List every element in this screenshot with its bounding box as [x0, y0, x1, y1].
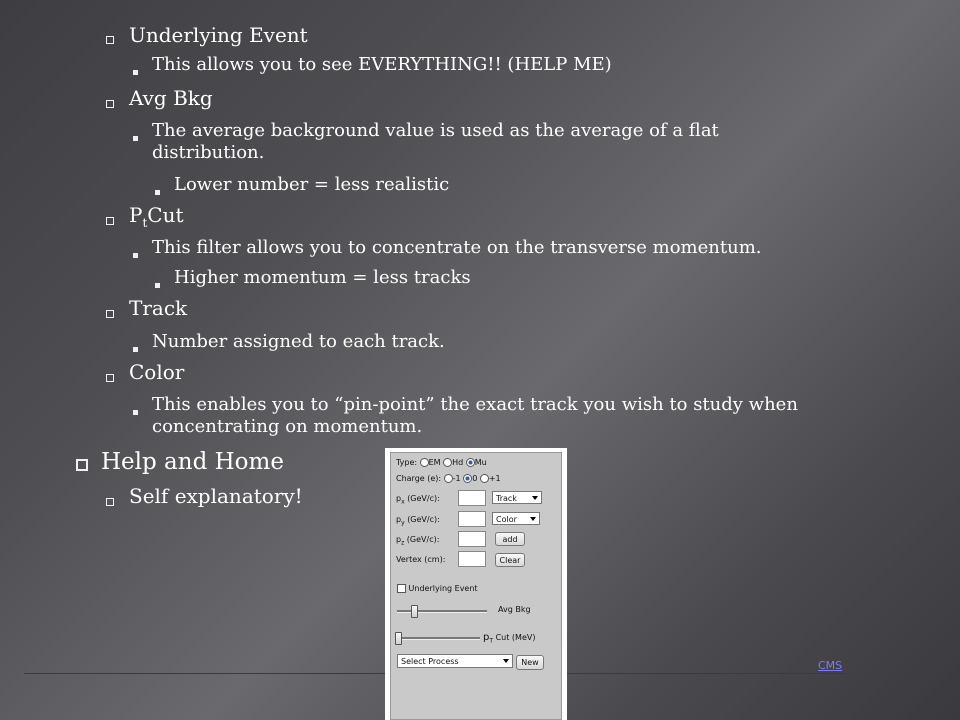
clear-button[interactable]: Clear: [495, 553, 525, 567]
chevron-down-icon: [503, 659, 509, 663]
ptcut-desc: This filter allows you to concentrate on the transverse momentum.: [152, 237, 762, 258]
underlying-event-checkbox[interactable]: [397, 584, 406, 593]
pz-input[interactable]: [458, 531, 486, 547]
px-label: [396, 494, 440, 506]
track-desc: Number assigned to each track.: [152, 331, 445, 352]
chevron-down-icon: [532, 496, 538, 500]
sub-bullet: [133, 126, 138, 145]
charge-radio-plus[interactable]: [480, 474, 489, 483]
type-hd-label: Hd: [452, 458, 464, 467]
type-radio-hd[interactable]: [443, 458, 452, 467]
color-select[interactable]: [492, 512, 540, 525]
pt-cut-unit: Cut (MeV): [495, 633, 536, 642]
type-radio-mu[interactable]: [466, 458, 475, 467]
py-sub: y: [401, 519, 405, 527]
bullet-help-home: [76, 456, 88, 475]
track-select-value: Track: [496, 494, 517, 503]
type-em-label: EM: [428, 458, 441, 467]
heading-help-home: Help and Home: [101, 449, 284, 475]
underlying-event-label: Underlying Event: [408, 584, 478, 593]
sub-bullet: [133, 243, 138, 262]
track-select[interactable]: [492, 491, 542, 504]
px-unit: (GeV/c):: [407, 494, 440, 503]
py-unit: (GeV/c):: [407, 515, 440, 524]
add-button[interactable]: add: [495, 532, 525, 546]
control-panel-image: [385, 448, 567, 720]
sub-bullet: [133, 60, 138, 79]
type-row: [396, 458, 487, 467]
color-select-value: Color: [496, 515, 517, 524]
py-input[interactable]: [458, 511, 486, 527]
charge-radio-zero[interactable]: [463, 474, 472, 483]
pt-sub: T: [489, 637, 494, 645]
pt-letter: p: [483, 632, 490, 643]
charge-zero-label: 0: [472, 474, 478, 483]
bullet-avg-bkg: [106, 93, 114, 112]
ptcut-p: P: [129, 203, 143, 227]
avg-bkg-note: Lower number = less realistic: [174, 174, 450, 195]
ptcut-rest: Cut: [147, 203, 184, 227]
type-label: Type:: [396, 458, 418, 467]
avg-bkg-label: Avg Bkg: [498, 605, 531, 614]
px-input[interactable]: [458, 490, 486, 506]
sub-sub-bullet: [155, 273, 160, 292]
pz-label: [396, 535, 439, 547]
px-sub: x: [401, 498, 405, 506]
py-letter: p: [396, 515, 402, 524]
self-explanatory-text: Self explanatory!: [129, 484, 303, 508]
pz-unit: (GeV/c):: [406, 535, 440, 544]
pt-cut-slider-thumb[interactable]: [395, 632, 402, 645]
type-radio-em[interactable]: [420, 458, 429, 467]
charge-plus-label: +1: [488, 474, 501, 483]
pz-sub: z: [401, 539, 405, 547]
avg-bkg-slider-thumb[interactable]: [411, 605, 418, 618]
sub-bullet: [133, 337, 138, 356]
bullet-underlying-event: [106, 29, 114, 48]
avg-bkg-desc: The average background value is used as the average of a flat distribution.: [152, 120, 719, 163]
underlying-event-row: [397, 584, 478, 593]
heading-ptcut: [129, 203, 184, 235]
charge-label: Charge (e):: [396, 474, 442, 483]
process-select-value: Select Process: [401, 657, 459, 666]
pt-cut-slider-track: [397, 637, 480, 640]
vertex-label: Vertex (cm):: [396, 555, 446, 564]
heading-color: Color: [129, 360, 185, 384]
heading-track: Track: [129, 296, 188, 320]
bullet-color: [106, 367, 114, 386]
control-panel: [390, 452, 562, 720]
vertex-input[interactable]: [458, 551, 486, 567]
underlying-event-desc: This allows you to see EVERYTHING!! (HELP ME): [152, 54, 612, 75]
bullet-self-explanatory: [106, 491, 114, 510]
sub-bullet: [133, 400, 138, 419]
cms-link[interactable]: CMS: [818, 659, 843, 672]
pt-cut-label: [483, 632, 535, 645]
bullet-ptcut: [106, 210, 114, 229]
process-select[interactable]: [397, 654, 513, 668]
charge-minus-label: -1: [452, 474, 461, 483]
color-desc: This enables you to “pin-point” the exact track you wish to study when concentrating on momentum.: [152, 394, 798, 437]
py-label: [396, 515, 440, 527]
new-button[interactable]: New: [516, 655, 544, 670]
ptcut-note: Higher momentum = less tracks: [174, 267, 471, 288]
charge-radio-minus[interactable]: [444, 474, 453, 483]
pz-letter: p: [396, 535, 402, 544]
sub-sub-bullet: [155, 180, 160, 199]
charge-row: [396, 474, 501, 483]
heading-avg-bkg: Avg Bkg: [129, 86, 213, 110]
bullet-track: [106, 303, 114, 322]
ptcut-sub: t: [142, 216, 148, 230]
heading-underlying-event: Underlying Event: [129, 23, 308, 47]
chevron-down-icon: [530, 517, 536, 521]
px-letter: p: [396, 494, 402, 503]
type-mu-label: Mu: [474, 458, 487, 467]
